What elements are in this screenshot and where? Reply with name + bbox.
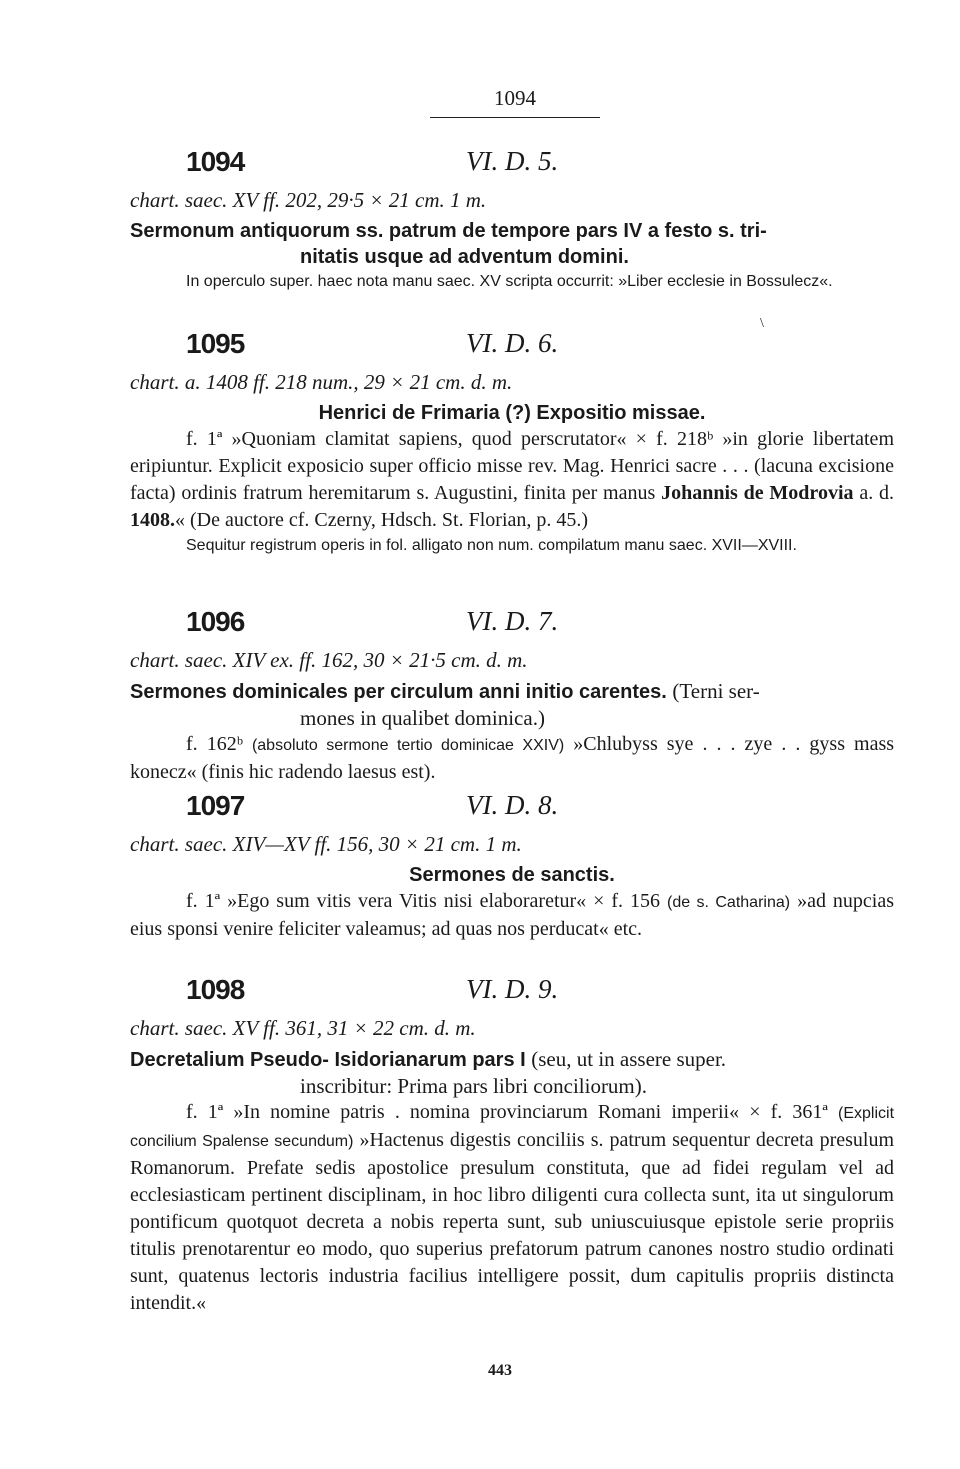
entry-number: 1097: [186, 790, 245, 821]
scribe-name: Johannis de Modrovia: [661, 482, 854, 504]
work-title-note-cont: mones in qualibet dominica.): [300, 706, 545, 730]
entry-1096: [130, 606, 894, 786]
work-title: Sermones de sanctis.: [409, 864, 615, 886]
entry-number: 1098: [186, 974, 245, 1005]
shelf-mark: VI. D. 6.: [466, 328, 559, 358]
incipit-explicit: [130, 731, 894, 786]
work-title-main: Decretalium Pseudo- Isidorianarum pars I: [130, 1049, 526, 1071]
entry-1097: [130, 790, 894, 943]
text-aside: (de s. Catharina): [666, 894, 791, 911]
incipit-explicit: [130, 888, 894, 943]
work-title: [130, 1046, 894, 1099]
entry-number: 1095: [186, 328, 245, 359]
work-title-note-cont: inscribitur: Prima pars libri conciliorum).: [300, 1074, 648, 1098]
text-segment: »ad nupcias eius sponsi venire feliciter valeamus; ad quas nos perducat« etc.: [130, 890, 894, 940]
shelf-mark: VI. D. 5.: [466, 146, 559, 176]
work-title-note: (Terni ser-: [672, 679, 760, 703]
text-segment: f. 1ª »Ego sum vitis vera Vitis nisi elaboraretur« × f. 156: [186, 890, 661, 912]
physical-description: chart. saec. XIV ex. ff. 162, 30 × 21·5 cm. d. m.: [130, 648, 528, 672]
shelf-mark: VI. D. 8.: [466, 790, 559, 820]
incipit-explicit: [130, 1099, 894, 1317]
entry-heading: [130, 146, 894, 186]
entry-1094: [130, 146, 894, 294]
physical-description: chart. saec. XV ff. 202, 29·5 × 21 cm. 1 m.: [130, 188, 487, 212]
work-title: [130, 218, 894, 270]
year: 1408.: [130, 509, 175, 531]
text-segment: f. 162ᵇ: [186, 733, 243, 755]
shelf-mark: VI. D. 9.: [466, 974, 559, 1004]
text-segment: f. 1ª »Quoniam clamitat sapiens, quod perscrutator« × f. 218ᵇ »in glorie libertatem eripiuntur. Explicit exposicio super officio misse rev. Mag. Henrici sacre . . . (lacuna excisione facta) ordinis fratrum heremitarum s. Augustini, finita per manus: [130, 428, 894, 504]
text-segment: »Chlubyss sye . . . zye . . gyss mass konecz« (finis hic radendo laesus est).: [130, 733, 895, 783]
physical-description: chart. saec. XIV—XV ff. 156, 30 × 21 cm. 1 m.: [130, 832, 522, 856]
note: Sequitur registrum operis in fol. alligato non num. compilatum manu saec. XVII—XVIII.: [186, 537, 797, 554]
entry-1095: [130, 328, 894, 558]
text-segment: f. 1ª »In nomine patris . nomina provinciarum Romani imperii« × f. 361ª: [186, 1101, 828, 1123]
text-segment: «: [175, 509, 185, 531]
entry-heading: [130, 606, 894, 646]
entry-heading: [130, 790, 894, 830]
note: In operculo super. haec nota manu saec. XV scripta occurrit: »Liber ecclesie in Bossulecz«.: [186, 273, 833, 290]
work-title: [130, 678, 894, 731]
incipit-explicit: [130, 426, 894, 534]
entry-number: 1094: [186, 146, 245, 177]
text-aside: (Explicit concilium Spalense secundum): [130, 1105, 895, 1150]
work-title-line-2: nitatis usque ad adventum domini.: [300, 246, 629, 268]
work-title-note: (seu, ut in assere super.: [531, 1047, 727, 1071]
text-aside: (absoluto sermone tertio dominicae XXIV): [251, 737, 565, 754]
running-head: 1094: [430, 86, 600, 118]
entry-1098: [130, 974, 894, 1317]
physical-description: chart. a. 1408 ff. 218 num., 29 × 21 cm. d. m.: [130, 370, 513, 394]
entry-heading: [130, 328, 894, 368]
work-title-line-1: Sermonum antiquorum ss. patrum de tempore pars IV a festo s. tri-: [130, 220, 767, 242]
work-title-main: Sermones dominicales per circulum anni initio carentes.: [130, 681, 667, 703]
work-title: Henrici de Frimaria (?) Expositio missae.: [318, 402, 706, 424]
entry-number: 1096: [186, 606, 245, 637]
author-reference: (De auctore cf. Czerny, Hdsch. St. Florian, p. 45.): [190, 509, 589, 531]
physical-description: chart. saec. XV ff. 361, 31 × 22 cm. d. m.: [130, 1016, 476, 1040]
shelf-mark: VI. D. 7.: [466, 606, 559, 636]
entry-heading: [130, 974, 894, 1014]
stray-mark: \: [760, 316, 764, 331]
text-segment: »Hactenus digestis conciliis s. patrum sequentur decreta presulum Romanorum. Prefate sedis apostolice presulum constituta, que ad fidei regulam vel ad ecclesiasticam pertinent disciplinam, in hoc libro diligenti cura collecta sunt, ita ut singulorum pontificum quotquot decreta a nobis reperta sunt, sub uniuscuiusque epistole serie propriis titulis prenotarentur eo modo, quo superius prefatorum patrum canones nostro studio ordinati sunt, quatenus lectoris industria facilius intelligere possit, dum capitulis propriis distincta intendit.«: [130, 1129, 895, 1314]
text-segment: a. d.: [859, 482, 895, 504]
page-number: 443: [488, 1362, 512, 1379]
